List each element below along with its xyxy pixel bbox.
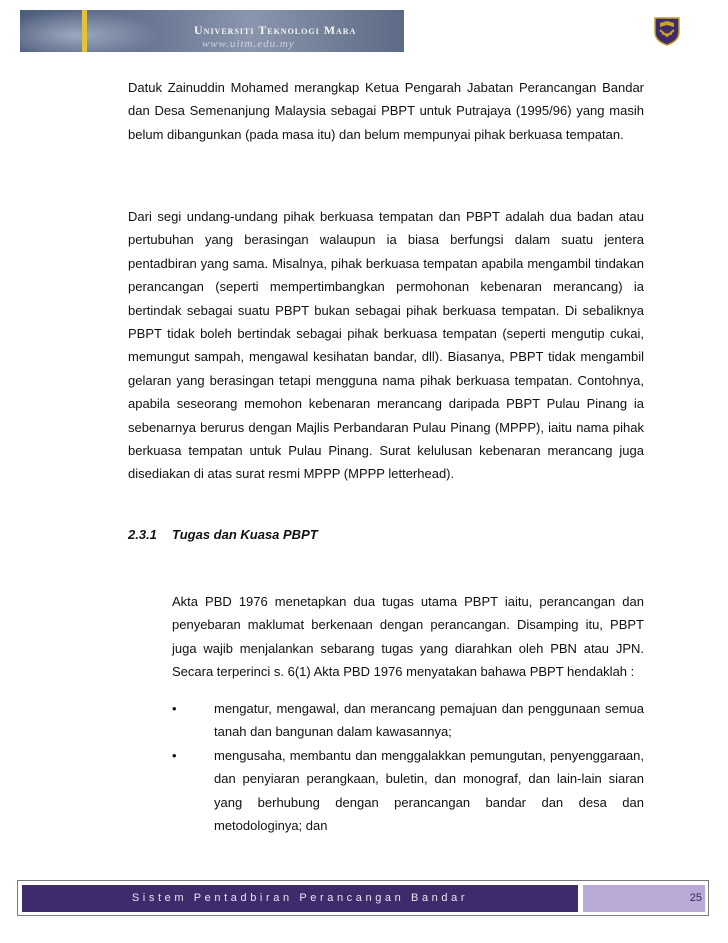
- footer-title: Sistem Pentadbiran Perancangan Bandar: [131, 892, 469, 904]
- bullet-icon: •: [172, 701, 177, 716]
- section-title: Tugas dan Kuasa PBPT: [172, 527, 318, 542]
- banner-glow: [20, 10, 160, 52]
- list-item-text: mengatur, mengawal, dan merancang pemajuan dan penggunaan semua tanah dan bangunan dalam kawasannya;: [214, 701, 644, 740]
- header-banner: [20, 10, 404, 52]
- paragraph-intro: Datuk Zainuddin Mohamed merangkap Ketua Pengarah Jabatan Perancangan Bandar dan Desa Semenanjung Malaysia sebagai PBPT untuk Putrajaya (1995/96) yang masih belum dibangunkan (pada masa itu) dan belum mempunyai pihak berkuasa tempatan.: [128, 80, 644, 142]
- bullet-icon: •: [172, 747, 177, 763]
- uitm-crest-icon: [652, 16, 682, 46]
- paragraph-legal: Dari segi undang-undang pihak berkuasa tempatan dan PBPT adalah dua badan atau pertubuhan yang berasingan walaupun ia biasa berfungsi dalam suatu jentera pentadbiran yang sama. Misalnya, pihak berkuasa tempatan apabila mengambil tindakan perancangan (seperti mempertimbangkan permohonan kebenaran merancang) ia bertindak sebagai suatu PBPT bukan sebagai pihak berkuasa tempatan. Di sebaliknya PBPT tidak boleh bertindak sebagai pihak berkuasa tempatan (seperti mengutip cukai, memungut sampah, mengawal kesihatan bandar, dll). Biasanya, PBPT tidak mengambil gelaran yang berasingan tetapi mengguna nama pihak berkuasa tempatan. Contohnya, apabila seseorang memohon kebenaran merancang daripada PBPT Pulau Pinang ia sebenarnya berurus dengan Majlis Perbandaran Pulau Pinang (MPPP), iaitu nama pihak berkuasa tempatan untuk Pulau Pinang. Surat kelulusan kebenaran merancang juga disediakan di atas surat resmi MPPP (MPPP letterhead).: [128, 209, 644, 482]
- page-number: 25: [689, 892, 702, 904]
- university-website: www.uitm.edu.my: [202, 38, 295, 50]
- section-number: 2.3.1: [128, 527, 157, 542]
- list-item: [172, 697, 644, 744]
- university-name: Universiti Teknologi Mara: [194, 23, 357, 37]
- list-item-text: mengusaha, membantu dan menggalakkan pemungutan, penyenggaraan, dan penyiaran perangkaan, buletin, dan monograf, dan lain-lain siaran yang berhubung dengan perancangan bandar dan desa dan metodologinya; dan: [214, 747, 644, 834]
- banner-stripe: [82, 10, 87, 52]
- section-heading: [128, 527, 318, 542]
- duty-list: [172, 697, 644, 837]
- list-item: [172, 744, 644, 838]
- section-intro: Akta PBD 1976 menetapkan dua tugas utama PBPT iaitu, perancangan dan penyebaran maklumat berkenaan dengan perancangan. Disamping itu, PBPT juga wajib menjalankan sebarang tugas yang diarahkan oleh PBN atau JPN. Secara terperinci s. 6(1) Akta PBD 1976 menyatakan bahawa PBPT hendaklah :: [172, 594, 644, 680]
